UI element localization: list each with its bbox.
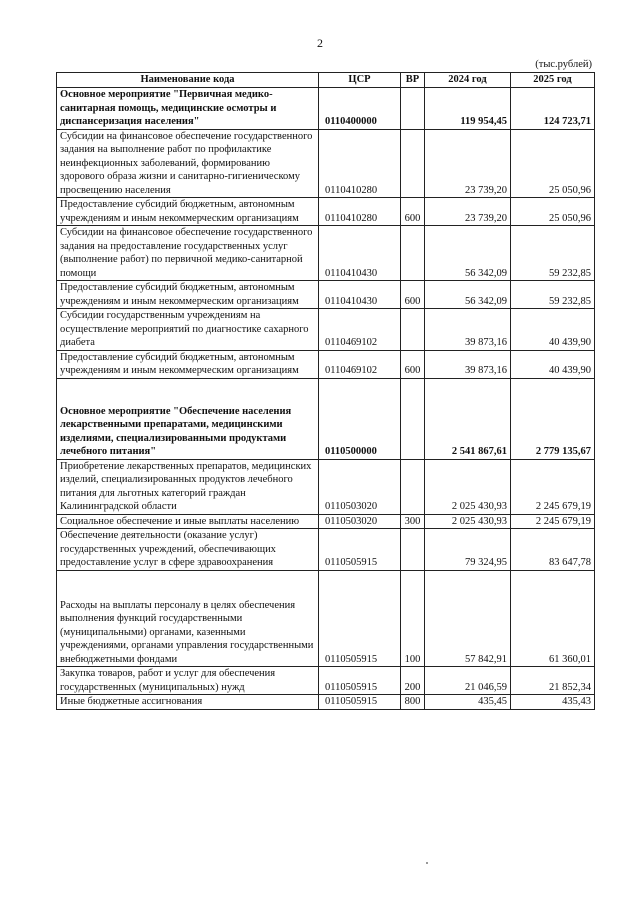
row-2024-cell: 79 324,95 bbox=[425, 529, 511, 571]
row-csr-cell: 0110400000 bbox=[319, 88, 401, 130]
row-2024-cell: 39 873,16 bbox=[425, 309, 511, 351]
table-row bbox=[57, 88, 595, 130]
row-name-cell: Основное мероприятие "Первичная медико-санитарная помощь, медицинские осмотры и диспансеризация населения" bbox=[57, 88, 319, 130]
row-name-cell: Субсидии государственным учреждениям на осуществление мероприятий по диагностике сахарного диабета bbox=[57, 309, 319, 351]
row-2025-cell: 59 232,85 bbox=[511, 281, 595, 309]
row-vr-cell: 800 bbox=[401, 695, 425, 710]
row-csr-cell: 0110410280 bbox=[319, 198, 401, 226]
row-2025-cell: 40 439,90 bbox=[511, 309, 595, 351]
table-row bbox=[57, 529, 595, 571]
row-name-cell: Обеспечение деятельности (оказание услуг) государственных учреждений, обеспечивающих предоставление услуг в сфере здравоохранения bbox=[57, 529, 319, 571]
row-2024-cell: 23 739,20 bbox=[425, 129, 511, 198]
table-row bbox=[57, 570, 595, 667]
row-2024-cell: 56 342,09 bbox=[425, 226, 511, 281]
row-vr-cell: 300 bbox=[401, 514, 425, 529]
row-vr-cell: 200 bbox=[401, 667, 425, 695]
row-csr-cell: 0110503020 bbox=[319, 514, 401, 529]
row-csr-cell: 0110410280 bbox=[319, 129, 401, 198]
row-2024-cell: 56 342,09 bbox=[425, 281, 511, 309]
row-2025-cell: 124 723,71 bbox=[511, 88, 595, 130]
row-csr-cell: 0110505915 bbox=[319, 695, 401, 710]
row-2024-cell: 2 025 430,93 bbox=[425, 514, 511, 529]
table-row bbox=[57, 129, 595, 198]
row-name-cell: Субсидии на финансовое обеспечение государственного задания на предоставление государственных услуг (выполнение работ) по первичной медико-санитарной помощи bbox=[57, 226, 319, 281]
scan-speck bbox=[426, 862, 428, 864]
row-2024-cell: 57 842,91 bbox=[425, 570, 511, 667]
row-vr-cell bbox=[401, 459, 425, 514]
row-name-cell: Основное мероприятие "Обеспечение населения лекарственными препаратами, медицинскими изделиями, специализированными продуктами лечебного питания" bbox=[57, 378, 319, 459]
row-2025-cell: 59 232,85 bbox=[511, 226, 595, 281]
header-vr: ВР bbox=[401, 73, 425, 88]
table-body bbox=[57, 88, 595, 710]
table-row bbox=[57, 198, 595, 226]
table-row bbox=[57, 514, 595, 529]
row-csr-cell: 0110469102 bbox=[319, 309, 401, 351]
row-csr-cell: 0110505915 bbox=[319, 570, 401, 667]
row-2024-cell: 39 873,16 bbox=[425, 350, 511, 378]
row-vr-cell bbox=[401, 309, 425, 351]
row-2025-cell: 2 245 679,19 bbox=[511, 514, 595, 529]
table-row bbox=[57, 459, 595, 514]
row-2024-cell: 23 739,20 bbox=[425, 198, 511, 226]
row-vr-cell bbox=[401, 529, 425, 571]
row-csr-cell: 0110503020 bbox=[319, 459, 401, 514]
units-label: (тыс.рублей) bbox=[535, 59, 592, 70]
row-csr-cell: 0110505915 bbox=[319, 529, 401, 571]
row-2024-cell: 2 025 430,93 bbox=[425, 459, 511, 514]
row-2024-cell: 435,45 bbox=[425, 695, 511, 710]
row-2025-cell: 61 360,01 bbox=[511, 570, 595, 667]
row-csr-cell: 0110505915 bbox=[319, 667, 401, 695]
table-row bbox=[57, 281, 595, 309]
row-name-cell: Предоставление субсидий бюджетным, автономным учреждениям и иным некоммерческим организациям bbox=[57, 350, 319, 378]
table-header-row bbox=[57, 73, 595, 88]
row-2025-cell: 21 852,34 bbox=[511, 667, 595, 695]
row-2025-cell: 83 647,78 bbox=[511, 529, 595, 571]
row-vr-cell bbox=[401, 378, 425, 459]
row-2025-cell: 435,43 bbox=[511, 695, 595, 710]
row-name-cell: Приобретение лекарственных препаратов, медицинских изделий, специализированных продуктов лечебного питания для льготных категорий граждан Калининградской области bbox=[57, 459, 319, 514]
row-vr-cell bbox=[401, 129, 425, 198]
row-name-cell: Иные бюджетные ассигнования bbox=[57, 695, 319, 710]
row-vr-cell: 600 bbox=[401, 198, 425, 226]
row-2025-cell: 2 779 135,67 bbox=[511, 378, 595, 459]
row-2024-cell: 21 046,59 bbox=[425, 667, 511, 695]
table-row bbox=[57, 350, 595, 378]
row-vr-cell: 600 bbox=[401, 350, 425, 378]
row-vr-cell: 100 bbox=[401, 570, 425, 667]
row-2025-cell: 25 050,96 bbox=[511, 129, 595, 198]
row-2024-cell: 2 541 867,61 bbox=[425, 378, 511, 459]
row-name-cell: Социальное обеспечение и иные выплаты населению bbox=[57, 514, 319, 529]
table-row bbox=[57, 667, 595, 695]
row-vr-cell bbox=[401, 88, 425, 130]
header-csr: ЦСР bbox=[319, 73, 401, 88]
row-vr-cell: 600 bbox=[401, 281, 425, 309]
header-name: Наименование кода bbox=[57, 73, 319, 88]
table-row bbox=[57, 695, 595, 710]
row-csr-cell: 0110469102 bbox=[319, 350, 401, 378]
row-2025-cell: 2 245 679,19 bbox=[511, 459, 595, 514]
header-2025: 2025 год bbox=[511, 73, 595, 88]
table-row bbox=[57, 378, 595, 459]
page-number: 2 bbox=[317, 36, 323, 50]
row-name-cell: Субсидии на финансовое обеспечение государственного задания на выполнение работ по профилактике неинфекционных заболеваний, формированию здорового образа жизни и санитарно-гигиеническому просвещению населения bbox=[57, 129, 319, 198]
table-row bbox=[57, 226, 595, 281]
row-csr-cell: 0110500000 bbox=[319, 378, 401, 459]
row-2025-cell: 25 050,96 bbox=[511, 198, 595, 226]
row-vr-cell bbox=[401, 226, 425, 281]
row-name-cell: Предоставление субсидий бюджетным, автономным учреждениям и иным некоммерческим организациям bbox=[57, 281, 319, 309]
row-2025-cell: 40 439,90 bbox=[511, 350, 595, 378]
header-2024: 2024 год bbox=[425, 73, 511, 88]
row-2024-cell: 119 954,45 bbox=[425, 88, 511, 130]
row-name-cell: Предоставление субсидий бюджетным, автономным учреждениям и иным некоммерческим организациям bbox=[57, 198, 319, 226]
row-name-cell: Расходы на выплаты персоналу в целях обеспечения выполнения функций государственными (муниципальными) органами, казенными учреждениями, органами управления государственными внебюджетными фондами bbox=[57, 570, 319, 667]
table-row bbox=[57, 309, 595, 351]
row-csr-cell: 0110410430 bbox=[319, 281, 401, 309]
row-name-cell: Закупка товаров, работ и услуг для обеспечения государственных (муниципальных) нужд bbox=[57, 667, 319, 695]
row-csr-cell: 0110410430 bbox=[319, 226, 401, 281]
budget-table bbox=[56, 72, 595, 710]
